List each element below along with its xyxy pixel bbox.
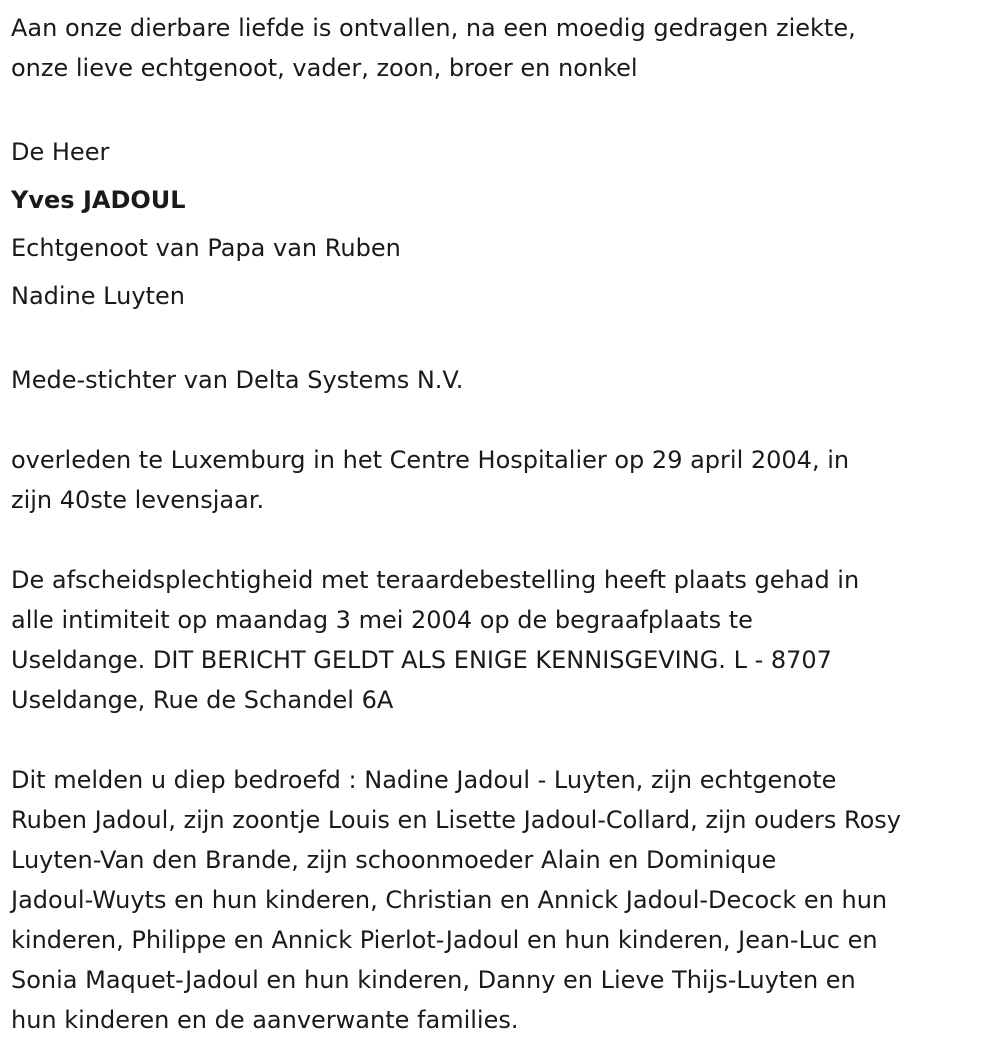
relation-line: Echtgenoot van Papa van Ruben xyxy=(11,234,401,262)
funeral-line: alle intimiteit op maandag 3 mei 2004 op de begraafplaats te xyxy=(11,606,753,634)
funeral-paragraph xyxy=(11,560,996,720)
intro-paragraph xyxy=(11,8,996,88)
death-line: overleden te Luxemburg in het Centre Hospitalier op 29 april 2004, in xyxy=(11,446,850,474)
family-line: Jadoul-Wuyts en hun kinderen, Christian en Annick Jadoul-Decock en hun xyxy=(11,886,888,914)
family-line: kinderen, Philippe en Annick Pierlot-Jadoul en hun kinderen, Jean-Luc en xyxy=(11,926,878,954)
family-line: Luyten-Van den Brande, zijn schoonmoeder Alain en Dominique xyxy=(11,846,777,874)
family-line: Sonia Maquet-Jadoul en hun kinderen, Danny en Lieve Thijs-Luyten en xyxy=(11,966,856,994)
paragraph-spacer xyxy=(11,720,996,760)
intro-line: Aan onze dierbare liefde is ontvallen, na een moedig gedragen ziekte, xyxy=(11,14,856,42)
family-paragraph xyxy=(11,760,996,1040)
intro-line: onze lieve echtgenoot, vader, zoon, broer en nonkel xyxy=(11,54,638,82)
funeral-line: Useldange. DIT BERICHT GELDT ALS ENIGE KENNISGEVING. L - 8707 xyxy=(11,646,832,674)
obituary-document xyxy=(11,8,996,1040)
family-line: Dit melden u diep bedroefd : Nadine Jadoul - Luyten, zijn echtgenote xyxy=(11,766,837,794)
paragraph-spacer xyxy=(11,88,996,128)
paragraph-spacer xyxy=(11,400,996,440)
funeral-line: Useldange, Rue de Schandel 6A xyxy=(11,686,394,714)
family-line: Ruben Jadoul, zijn zoontje Louis en Lisette Jadoul-Collard, zijn ouders Rosy xyxy=(11,806,902,834)
paragraph-spacer xyxy=(11,520,996,560)
role-paragraph xyxy=(11,360,996,400)
family-line: hun kinderen en de aanverwante families. xyxy=(11,1006,519,1034)
deceased-name: Yves JADOUL xyxy=(11,186,186,214)
relation-line: Nadine Luyten xyxy=(11,282,185,310)
deceased-block xyxy=(11,128,996,320)
death-line: zijn 40ste levensjaar. xyxy=(11,486,265,514)
funeral-line: De afscheidsplechtigheid met teraardebestelling heeft plaats gehad in xyxy=(11,566,860,594)
death-paragraph xyxy=(11,440,996,520)
paragraph-spacer xyxy=(11,320,996,360)
honorific: De Heer xyxy=(11,138,110,166)
role-line: Mede-stichter van Delta Systems N.V. xyxy=(11,366,464,394)
